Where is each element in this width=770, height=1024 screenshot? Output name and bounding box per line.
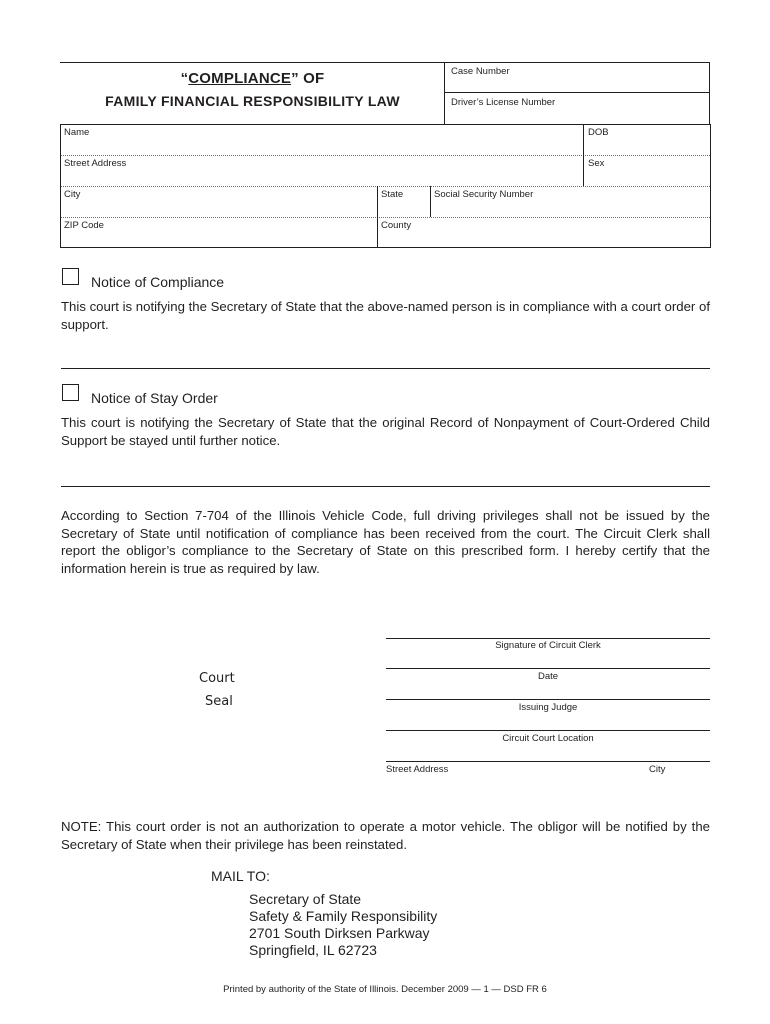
mail-address-line4: Springfield, IL 62723 — [249, 942, 377, 958]
mail-to-label: MAIL TO: — [211, 868, 270, 884]
form-subtitle: FAMILY FINANCIAL RESPONSIBILITY LAW — [105, 93, 400, 109]
column-divider — [377, 186, 378, 248]
street-address-label: Street Address — [386, 764, 449, 775]
address-line[interactable] — [386, 761, 710, 762]
location-line[interactable] — [386, 730, 710, 731]
stay-order-checkbox[interactable] — [62, 384, 79, 401]
compliance-label: Notice of Compliance — [91, 274, 225, 290]
city-label: City — [649, 764, 666, 775]
date-label: Date — [537, 671, 559, 682]
mail-address-line3: 2701 South Dirksen Parkway — [249, 925, 430, 941]
judge-line[interactable] — [386, 699, 710, 700]
certification-text: According to Section 7-704 of the Illinois Vehicle Code, full driving privileges shall not be issued by the Secretary of State until notification of compliance has been received from the court. The Circuit Clerk shall report the obligor’s compliance to the Secretary of State on this prescribed form. I hereby certify that the information herein is true as required by law. — [61, 508, 710, 576]
section-divider — [61, 368, 710, 369]
column-divider — [583, 124, 584, 186]
form-title: “COMPLIANCE” OF — [180, 70, 325, 87]
city-field[interactable]: City — [64, 189, 81, 200]
court-seal-line2: Seal — [205, 694, 233, 709]
street-address-field[interactable]: Street Address — [64, 158, 127, 169]
date-line[interactable] — [386, 668, 710, 669]
state-field[interactable]: State — [381, 189, 404, 200]
ssn-field[interactable]: Social Security Number — [434, 189, 534, 200]
case-number-field[interactable]: Case Number — [451, 66, 510, 77]
section-divider — [61, 486, 710, 487]
note-text: NOTE: This court order is not an authorization to operate a motor vehicle. The obligor will be notified by the Secretary of State when their privilege has been reinstated. — [61, 819, 710, 852]
county-field[interactable]: County — [381, 220, 412, 231]
row-divider — [61, 155, 710, 156]
judge-label: Issuing Judge — [518, 702, 578, 713]
sex-field[interactable]: Sex — [588, 158, 605, 169]
row-divider — [61, 186, 710, 187]
column-divider — [430, 186, 431, 217]
dob-field[interactable]: DOB — [588, 127, 609, 138]
mail-address-line2: Safety & Family Responsibility — [249, 908, 438, 924]
signature-label: Signature of Circuit Clerk — [495, 640, 601, 651]
stay-order-label: Notice of Stay Order — [91, 390, 218, 406]
name-field[interactable]: Name — [64, 127, 90, 138]
compliance-checkbox[interactable] — [62, 268, 79, 285]
compliance-text: This court is notifying the Secretary of State that the above-named person is in compliance with a court order of support. — [61, 299, 710, 332]
mail-address-line1: Secretary of State — [249, 891, 362, 907]
row-divider — [61, 217, 710, 218]
signature-line[interactable] — [386, 638, 710, 639]
drivers-license-field[interactable]: Driver’s License Number — [451, 97, 556, 108]
footer-print-info: Printed by authority of the State of Illinois. December 2009 — 1 — DSD FR 6 — [223, 984, 547, 995]
stay-order-text: This court is notifying the Secretary of State that the original Record of Nonpayment of Court-Ordered Child Support be stayed until further notice. — [61, 415, 710, 448]
court-seal-line1: Court — [199, 671, 235, 686]
header-divider — [444, 62, 445, 124]
zip-code-field[interactable]: ZIP Code — [64, 220, 104, 231]
location-label: Circuit Court Location — [502, 733, 594, 744]
header-field-divider — [444, 92, 710, 93]
title-compliance-word: COMPLIANCE — [188, 70, 292, 87]
